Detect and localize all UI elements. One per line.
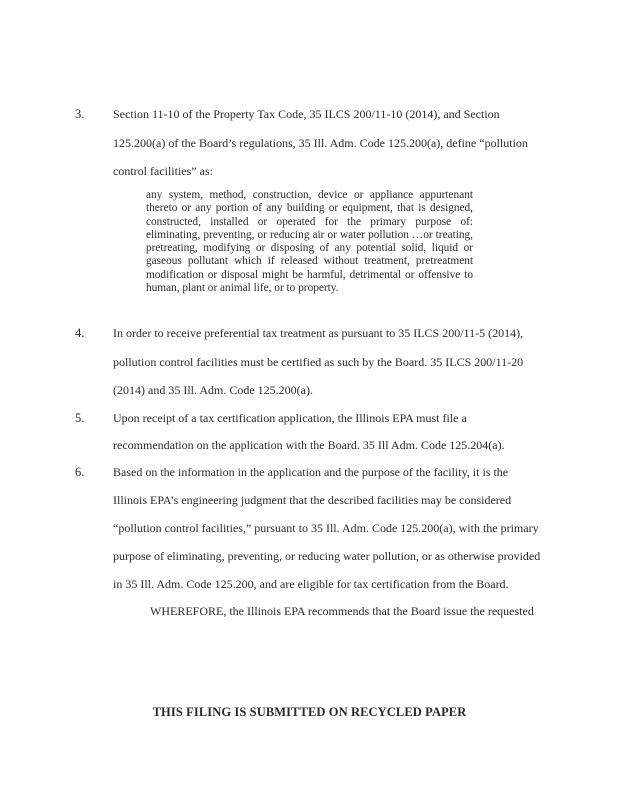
paragraph-line: Based on the information in the application and the purpose of the facility, it is the: [113, 465, 509, 479]
wherefore-clause: WHEREFORE, the Illinois EPA recommends that the Board issue the requested: [150, 604, 534, 618]
paragraph-line: Upon receipt of a tax certification application, the Illinois EPA must file a: [113, 411, 467, 425]
paragraph-line: Illinois EPA’s engineering judgment that the described facilities may be considered: [113, 493, 512, 507]
paragraph-number: 6.: [75, 465, 85, 479]
paragraph-line: recommendation on the application with the Board. 35 Ill Adm. Code 125.204(a).: [113, 438, 505, 452]
block-quote: any system, method, construction, device or appliance appurtenant thereto or any portion of any building or equipment, that is designed, constructed, installed or operated for the primary purpose of: eliminating, preventing, or reducing air or water pollution …or treating, pretreating, modifying or disposing of any potential solid, liquid or gaseous pollutant which if released without treatment, pretreatment modification or disposal might be harmful, detrimental or offensive to human, plant or animal life, or to property.: [146, 189, 473, 295]
paragraph-line: “pollution control facilities,” pursuant to 35 Ill. Adm. Code 125.200(a), with the primary: [113, 521, 539, 535]
paragraph-line: in 35 Ill. Adm. Code 125.200, and are eligible for tax certification from the Board.: [113, 577, 509, 591]
paragraph-line: 125.200(a) of the Board’s regulations, 35 Ill. Adm. Code 125.200(a), define “pollution: [113, 136, 528, 150]
recycled-paper-footer: THIS FILING IS SUBMITTED ON RECYCLED PAPER: [152, 705, 467, 719]
paragraph-line: In order to receive preferential tax treatment as pursuant to 35 ILCS 200/11-5 (2014),: [113, 326, 524, 340]
paragraph-line: Section 11-10 of the Property Tax Code, 35 ILCS 200/11-10 (2014), and Section: [113, 107, 500, 121]
paragraph-line: control facilities” as:: [113, 164, 213, 178]
paragraph-number: 3.: [75, 107, 85, 121]
paragraph-line: pollution control facilities must be certified as such by the Board. 35 ILCS 200/11-20: [113, 355, 524, 369]
paragraph-number: 5.: [75, 411, 85, 425]
paragraph-line: purpose of eliminating, preventing, or reducing water pollution, or as otherwise provided: [113, 549, 541, 563]
paragraph-number: 4.: [75, 326, 85, 340]
paragraph-line: (2014) and 35 Ill. Adm. Code 125.200(a).: [113, 383, 313, 397]
